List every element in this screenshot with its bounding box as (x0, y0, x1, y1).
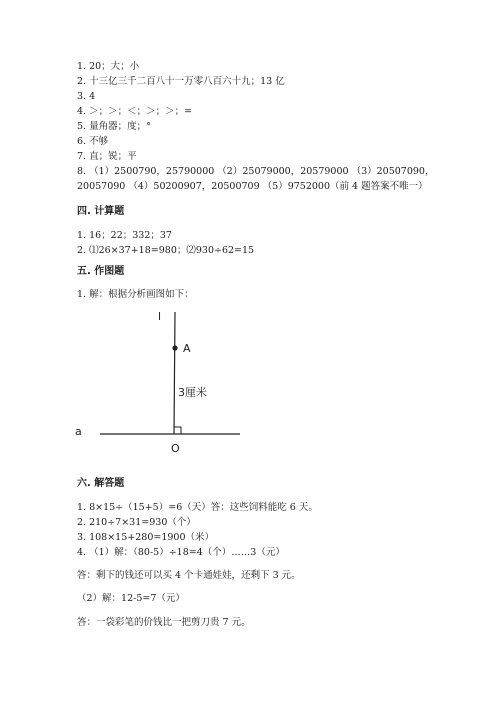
answer-line-4: 4. ＞；＞；＜；＞；＞；= (77, 106, 193, 117)
section-6-title: 六. 解答题 (77, 478, 125, 489)
answer-line-8-cont: 20057090 （4）50200907，20500709 （5）9752000（前 4 题答案不唯一） (77, 181, 428, 192)
section-6-line-1: 1. 8×15÷（15+5）=6（天）答：这些饲料能吃 6 天。 (77, 502, 318, 513)
section-4-line-1: 1. 16；22；332；37 (77, 230, 172, 241)
answer-line-5: 5. 量角器；度；° (77, 121, 151, 132)
answer-line-7: 7. 直；锐；平 (77, 151, 137, 162)
right-angle-mark (174, 427, 181, 434)
section-4-title: 四. 计算题 (77, 206, 125, 217)
perpendicular-drawing (70, 300, 260, 460)
section-4-line-2: 2. ⑴26×37+18=980；⑵930÷62=15 (77, 245, 255, 256)
label-A: A (183, 342, 191, 355)
point-A (172, 345, 177, 350)
section-5-title: 五. 作图题 (77, 266, 125, 277)
answer-line-6: 6. 不够 (77, 136, 109, 147)
answer-line-8: 8. （1）2500790，25790000 （2）25079000，20579000 （3）20507090， (77, 166, 435, 177)
section-6-part-2: （2）解：12-5=7（元） (77, 593, 185, 604)
section-6-line-3: 3. 108×15+280=1900（米） (77, 532, 214, 543)
answer-line-3: 3. 4 (77, 91, 96, 102)
answer-line-2: 2. 十三亿三千二百八十一万零八百六十九；13 亿 (77, 76, 285, 87)
line-l (174, 312, 175, 434)
section-6-answer-2: 答：一袋彩笔的价钱比一把剪刀贵 7 元。 (77, 617, 251, 628)
answer-line-1: 1. 20；大；小 (77, 61, 140, 72)
label-a: a (75, 425, 82, 438)
label-l: l (158, 310, 162, 323)
section-5-line-1: 1. 解：根据分析画图如下： (77, 289, 194, 300)
section-6-line-4: 4. （1）解：（80-5）÷18=4（个）……3（元） (77, 547, 285, 558)
section-6-answer-1: 答：剩下的钱还可以买 4 个卡通娃娃，还剩下 3 元。 (77, 570, 301, 581)
section-6-line-2: 2. 210÷7×31=930（个） (77, 517, 196, 528)
label-O: O (171, 442, 180, 455)
label-length: 3厘米 (178, 386, 207, 399)
